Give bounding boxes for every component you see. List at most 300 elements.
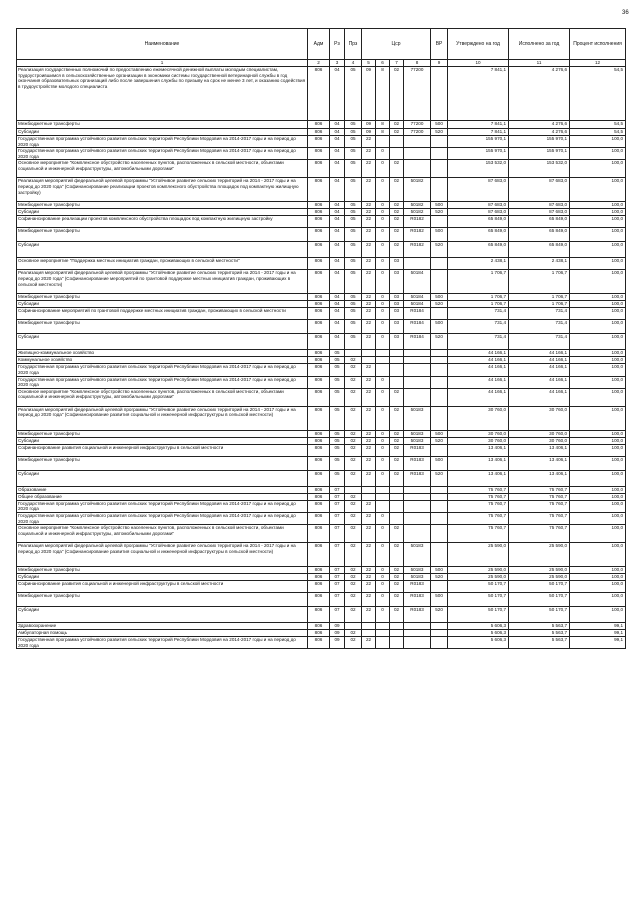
vr-code [431,500,448,512]
column-number: 11 [509,60,570,67]
adm-code: 806 [308,320,330,334]
adm-code: 806 [308,607,330,623]
adm-code: 806 [308,567,330,574]
csr-part4: R0182 [404,216,431,228]
adm-code: 806 [308,364,330,376]
row-name: Софинансирование мероприятий по грантовой поддержке местных инициатив граждан, проживающих в сельской местности [17,308,308,320]
csr-part4 [404,357,431,364]
page-number: 36 [622,10,629,16]
header-vr: ВР [431,29,448,60]
executed-amount: 25 590,0 [509,567,570,574]
vr-code [431,486,448,493]
vr-code: 520 [431,242,448,258]
csr-part2 [376,357,390,364]
header-prz: Прз [345,29,362,60]
table-row [17,228,626,242]
csr-part2: 0 [376,308,390,320]
csr-part2: 0 [376,228,390,242]
csr-part2: 0 [376,430,390,437]
csr-part1: 22 [362,574,376,581]
rz-code: 09 [330,630,345,637]
table-row [17,209,626,216]
csr-part4: 50182 [404,178,431,202]
csr-part3: 02 [390,470,404,486]
csr-part4: R0184 [404,320,431,334]
table-row [17,500,626,512]
adm-code: 806 [308,258,330,270]
rz-code: 07 [330,567,345,574]
csr-part3: 02 [390,216,404,228]
table-row [17,470,626,486]
adm-code: 806 [308,121,330,129]
approved-amount: 7 841,1 [448,67,509,121]
table-row [17,512,626,524]
table-row [17,242,626,258]
adm-code: 806 [308,593,330,607]
csr-part2: 0 [376,334,390,350]
executed-amount: 65 849,0 [509,216,570,228]
csr-part2 [376,623,390,630]
csr-part1: 22 [362,308,376,320]
percent-executed: 100,0 [570,607,626,623]
csr-part3: 02 [390,129,404,136]
csr-part1: 22 [362,160,376,178]
csr-part4: 50183 [404,574,431,581]
csr-part4 [404,388,431,406]
row-name: Государственная программа устойчивого развития сельских территорий Республики Мордовия на 2014-2017 годы и на период до 2020 года [17,364,308,376]
csr-part1: 22 [362,202,376,209]
approved-amount: 30 760,0 [448,437,509,444]
rz-code: 05 [330,350,345,357]
prz-code: 02 [345,364,362,376]
prz-code: 05 [345,228,362,242]
csr-part3 [390,136,404,148]
table-row [17,270,626,294]
approved-amount: 155 970,1 [448,148,509,160]
csr-part2 [376,364,390,376]
approved-amount: 87 683,0 [448,209,509,216]
csr-part2: 0 [376,301,390,308]
csr-part2: 0 [376,202,390,209]
column-number: 6 [376,60,390,67]
vr-code [431,136,448,148]
approved-amount: 2 438,1 [448,258,509,270]
table-row [17,637,626,649]
csr-part1: 22 [362,334,376,350]
vr-code: 500 [431,121,448,129]
executed-amount: 5 563,7 [509,630,570,637]
approved-amount: 50 170,7 [448,581,509,593]
percent-executed: 100,0 [570,258,626,270]
csr-part3 [390,486,404,493]
executed-amount: 25 590,0 [509,543,570,567]
prz-code: 05 [345,320,362,334]
csr-part2: 0 [376,543,390,567]
executed-amount: 30 760,0 [509,430,570,437]
row-name: Государственная программа устойчивого развития сельских территорий Республики Мордовия на 2014-2017 годы и на период до 2020 года [17,376,308,388]
adm-code: 806 [308,456,330,470]
csr-part4: 50184 [404,270,431,294]
csr-part3: 02 [390,121,404,129]
csr-part3: 03 [390,294,404,301]
rz-code: 07 [330,486,345,493]
vr-code: 520 [431,209,448,216]
executed-amount: 44 166,1 [509,376,570,388]
table-row [17,525,626,543]
percent-executed: 100,0 [570,320,626,334]
csr-part4 [404,500,431,512]
vr-code: 500 [431,202,448,209]
csr-part4: R0183 [404,444,431,456]
table-row [17,160,626,178]
vr-code [431,350,448,357]
csr-part3 [390,493,404,500]
csr-part1: 22 [362,301,376,308]
csr-part4 [404,364,431,376]
column-number: 7 [390,60,404,67]
executed-amount: 30 760,0 [509,406,570,430]
prz-code: 02 [345,470,362,486]
vr-code: 520 [431,574,448,581]
csr-part2: 0 [376,258,390,270]
table-row [17,178,626,202]
percent-executed: 100,0 [570,456,626,470]
row-name: Государственная программа устойчивого развития сельских территорий Республики Мордовия на 2014-2017 годы и на период до 2020 года [17,500,308,512]
csr-part1: 22 [362,216,376,228]
rz-code: 07 [330,607,345,623]
approved-amount: 5 606,3 [448,630,509,637]
csr-part4: R0183 [404,581,431,593]
vr-code: 520 [431,301,448,308]
prz-code: 05 [345,202,362,209]
percent-executed: 100,0 [570,242,626,258]
csr-part1: 22 [362,376,376,388]
csr-part4: R0183 [404,607,431,623]
csr-part1 [362,486,376,493]
vr-code: 500 [431,430,448,437]
rz-code: 07 [330,574,345,581]
csr-part1: 09 [362,121,376,129]
percent-executed: 100,0 [570,470,626,486]
executed-amount: 4 276,6 [509,121,570,129]
csr-part1 [362,623,376,630]
percent-executed: 100,0 [570,308,626,320]
csr-part3: 02 [390,456,404,470]
prz-code: 02 [345,357,362,364]
percent-executed: 100,0 [570,574,626,581]
rz-code: 04 [330,216,345,228]
row-name: Субсидии [17,607,308,623]
row-name: Государственная программа устойчивого развития сельских территорий Республики Мордовия на 2014-2017 годы и на период до 2020 года [17,637,308,649]
row-name: Субсидии [17,129,308,136]
adm-code: 806 [308,209,330,216]
adm-code: 806 [308,136,330,148]
table-row [17,607,626,623]
adm-code: 806 [308,301,330,308]
prz-code: 05 [345,270,362,294]
vr-code [431,178,448,202]
percent-executed: 100,0 [570,388,626,406]
approved-amount: 30 760,0 [448,430,509,437]
csr-part1: 09 [362,129,376,136]
vr-code: 500 [431,567,448,574]
adm-code: 806 [308,406,330,430]
rz-code: 07 [330,493,345,500]
table-row [17,67,626,121]
adm-code: 806 [308,178,330,202]
csr-part4 [404,512,431,524]
vr-code [431,637,448,649]
approved-amount: 7 841,1 [448,129,509,136]
executed-amount: 75 760,7 [509,493,570,500]
csr-part3 [390,350,404,357]
approved-amount: 5 606,3 [448,637,509,649]
prz-code: 02 [345,567,362,574]
vr-code [431,581,448,593]
csr-part1: 22 [362,178,376,202]
csr-part3 [390,623,404,630]
executed-amount: 5 563,7 [509,637,570,649]
approved-amount: 13 406,1 [448,444,509,456]
adm-code: 806 [308,216,330,228]
row-name: Софинансирование развития социальной и инженерной инфраструктуры в сельской местности [17,581,308,593]
percent-executed: 54,5 [570,129,626,136]
rz-code: 07 [330,525,345,543]
csr-part1: 22 [362,430,376,437]
table-row [17,437,626,444]
percent-executed: 100,0 [570,444,626,456]
row-name: Межбюджетные трансферты [17,593,308,607]
csr-part3: 03 [390,301,404,308]
adm-code: 806 [308,430,330,437]
executed-amount: 44 166,1 [509,350,570,357]
percent-executed: 100,0 [570,178,626,202]
rz-code: 07 [330,543,345,567]
approved-amount: 87 683,0 [448,202,509,209]
adm-code: 806 [308,500,330,512]
csr-part2: 0 [376,437,390,444]
vr-code [431,623,448,630]
column-number: 12 [570,60,626,67]
column-number: 1 [17,60,308,67]
adm-code: 806 [308,294,330,301]
prz-code: 02 [345,500,362,512]
table-row [17,581,626,593]
rz-code: 09 [330,623,345,630]
rz-code: 05 [330,470,345,486]
executed-amount: 4 276,6 [509,67,570,121]
csr-part2: 0 [376,512,390,524]
row-name: Субсидии [17,334,308,350]
csr-part3 [390,630,404,637]
approved-amount: 44 166,1 [448,364,509,376]
row-name: Межбюджетные трансферты [17,202,308,209]
csr-part3 [390,148,404,160]
csr-part1: 22 [362,294,376,301]
percent-executed: 99,1 [570,630,626,637]
prz-code: 05 [345,148,362,160]
percent-executed: 100,0 [570,294,626,301]
row-name: Основное мероприятие "Комплексное обустройство населенных пунктов, расположенных в сельской местности, объектами социальной и инженерной инфраструктуры, автомобильными дорогами" [17,525,308,543]
prz-code: 05 [345,209,362,216]
csr-part4 [404,148,431,160]
csr-part1: 22 [362,444,376,456]
vr-code [431,525,448,543]
csr-part1: 22 [362,148,376,160]
vr-code [431,160,448,178]
csr-part2 [376,350,390,357]
adm-code: 806 [308,574,330,581]
csr-part1 [362,357,376,364]
rz-code: 04 [330,202,345,209]
percent-executed: 100,0 [570,270,626,294]
table-row [17,406,626,430]
adm-code: 806 [308,357,330,364]
rz-code: 05 [330,456,345,470]
approved-amount: 153 532,0 [448,160,509,178]
rz-code: 04 [330,228,345,242]
table-row [17,376,626,388]
executed-amount: 155 970,1 [509,136,570,148]
percent-executed: 100,0 [570,216,626,228]
csr-part1: 22 [362,637,376,649]
prz-code: 02 [345,456,362,470]
vr-code [431,388,448,406]
csr-part2 [376,500,390,512]
vr-code [431,270,448,294]
percent-executed: 99,1 [570,623,626,630]
approved-amount: 1 706,7 [448,294,509,301]
percent-executed: 100,0 [570,136,626,148]
vr-code [431,308,448,320]
csr-part3: 02 [390,228,404,242]
csr-part4: 50184 [404,294,431,301]
table-row [17,593,626,607]
approved-amount: 44 166,1 [448,376,509,388]
row-name: Жилищно-коммунальное хозяйство [17,350,308,357]
adm-code: 806 [308,486,330,493]
adm-code: 806 [308,67,330,121]
vr-code [431,148,448,160]
csr-part2 [376,493,390,500]
csr-part4: 50182 [404,202,431,209]
csr-part4 [404,160,431,178]
adm-code: 806 [308,637,330,649]
csr-part2: 0 [376,607,390,623]
column-number: 3 [330,60,345,67]
percent-executed: 100,0 [570,228,626,242]
row-name: Софинансирование реализации проектов комплексного обустройства площадок под компактную жилищную застройку [17,216,308,228]
csr-part3: 02 [390,202,404,209]
csr-part2 [376,136,390,148]
rz-code: 04 [330,121,345,129]
vr-code: 520 [431,437,448,444]
prz-code: 02 [345,406,362,430]
csr-part2 [376,486,390,493]
csr-part1 [362,350,376,357]
rz-code: 04 [330,209,345,216]
csr-part2: 0 [376,470,390,486]
executed-amount: 87 683,0 [509,209,570,216]
csr-part3: 03 [390,334,404,350]
csr-part2: 0 [376,148,390,160]
rz-code: 05 [330,430,345,437]
executed-amount: 65 849,0 [509,228,570,242]
prz-code: 02 [345,430,362,437]
vr-code: 500 [431,593,448,607]
csr-part4 [404,493,431,500]
rz-code: 04 [330,129,345,136]
csr-part1: 22 [362,525,376,543]
rz-code: 07 [330,581,345,593]
rz-code: 05 [330,437,345,444]
csr-part4: 77200 [404,129,431,136]
csr-part2: 0 [376,444,390,456]
csr-part2: 0 [376,581,390,593]
row-name: Субсидии [17,470,308,486]
table-row [17,364,626,376]
approved-amount: 44 166,1 [448,357,509,364]
approved-amount: 13 406,1 [448,470,509,486]
column-number-row [17,60,626,67]
table-row [17,623,626,630]
executed-amount: 13 406,1 [509,470,570,486]
executed-amount: 75 760,7 [509,512,570,524]
adm-code: 806 [308,444,330,456]
header-rz: Рз [330,29,345,60]
vr-code [431,630,448,637]
vr-code [431,493,448,500]
csr-part3: 03 [390,270,404,294]
table-row [17,202,626,209]
percent-executed: 100,0 [570,567,626,574]
row-name: Межбюджетные трансферты [17,228,308,242]
adm-code: 806 [308,242,330,258]
executed-amount: 44 166,1 [509,364,570,376]
executed-amount: 5 563,7 [509,623,570,630]
csr-part1: 22 [362,228,376,242]
table-row [17,148,626,160]
prz-code: 05 [345,129,362,136]
table-row [17,121,626,129]
csr-part1: 22 [362,388,376,406]
row-name: Коммунальное хозяйство [17,357,308,364]
row-name: Субсидии [17,242,308,258]
executed-amount: 50 170,7 [509,581,570,593]
rz-code: 04 [330,270,345,294]
csr-part2: 0 [376,456,390,470]
table-row [17,216,626,228]
row-name: Реализация мероприятий федеральной целевой программы "Устойчивое развитие сельских территорий на 2014 - 2017 годы и на период до 2020 года" (Софинансирование развития социальной и инженерной инфраструктуры в сельской местности) [17,406,308,430]
rz-code: 04 [330,148,345,160]
executed-amount: 75 760,7 [509,525,570,543]
csr-part4: 50182 [404,209,431,216]
prz-code [345,623,362,630]
percent-executed: 100,0 [570,500,626,512]
approved-amount: 75 760,7 [448,486,509,493]
executed-amount: 50 170,7 [509,593,570,607]
row-name: Субсидии [17,437,308,444]
csr-part4: 50183 [404,437,431,444]
csr-part3: 02 [390,209,404,216]
prz-code: 05 [345,160,362,178]
adm-code: 806 [308,630,330,637]
percent-executed: 100,0 [570,334,626,350]
csr-part4: 50183 [404,567,431,574]
vr-code: 500 [431,456,448,470]
csr-part4: 50183 [404,543,431,567]
rz-code: 05 [330,388,345,406]
